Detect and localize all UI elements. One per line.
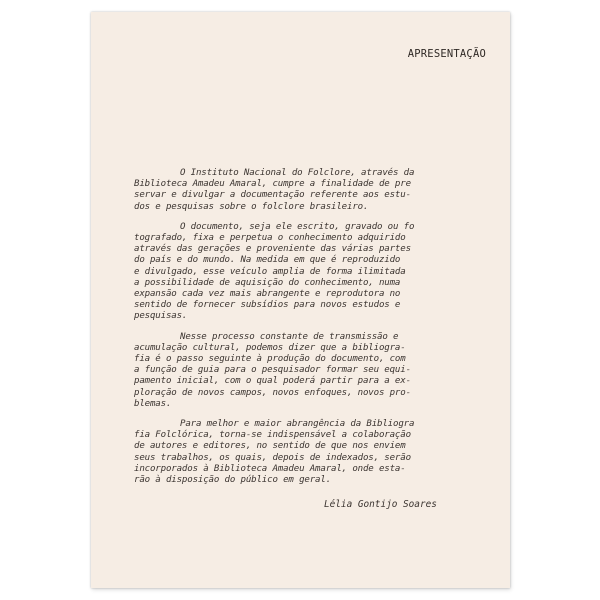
text-line: através das gerações e proveniente das várias partes xyxy=(134,244,411,255)
text-line: a função de guia para o pesquisador formar seu equi- xyxy=(134,365,411,376)
text-line: fia Folclórica, torna-se indispensável a colaboração xyxy=(134,430,411,441)
text-line: incorporados à Biblioteca Amadeu Amaral, onde esta- xyxy=(134,463,406,474)
text-line: fia é o passo seguinte à produção do documento, com xyxy=(134,354,406,365)
text-line: sentido de fornecer subsídios para novos estudos e xyxy=(134,300,401,311)
text-line: seus trabalhos, os quais, depois de indexados, serão xyxy=(134,452,411,463)
text-line: e divulgado, esse veículo amplia de forma ilimitada xyxy=(134,266,406,277)
paragraph-1 xyxy=(134,168,494,213)
author-signature: Lélia Gontijo Soares xyxy=(324,499,437,510)
text-line: do país e do mundo. Na medida em que é reproduzido xyxy=(134,255,401,266)
paragraph-3 xyxy=(134,332,494,410)
text-line: de autores e editores, no sentido de que nos enviem xyxy=(134,441,406,452)
text-line: a possibilidade de aquisição do conhecimento, numa xyxy=(134,277,401,288)
text-line: rão à disposição do público em geral. xyxy=(134,475,332,486)
text-line: dos e pesquisas sobre o folclore brasileiro. xyxy=(134,201,369,212)
text-line: Para melhor e maior abrangência da Bibliogra xyxy=(180,419,415,430)
paragraph-4 xyxy=(134,419,494,486)
text-line: ploração de novos campos, novos enfoques, novos pro- xyxy=(134,387,411,398)
text-line: O documento, seja ele escrito, gravado ou fo xyxy=(180,221,415,232)
text-line: Biblioteca Amadeu Amaral, cumpre a finalidade de pre xyxy=(134,179,411,190)
page-title: APRESENTAÇÃO xyxy=(407,48,486,60)
text-line: servar e divulgar a documentação referente aos estu- xyxy=(134,190,411,201)
text-line: expansão cada vez mais abrangente e reprodutora no xyxy=(134,289,401,300)
text-line: pamento inicial, com o qual poderá partir para a ex- xyxy=(134,376,411,387)
text-line: blemas. xyxy=(134,398,172,409)
text-line: pesquisas. xyxy=(134,311,188,322)
document-page xyxy=(91,12,510,588)
paragraph-2 xyxy=(134,222,494,323)
text-line: Nesse processo constante de transmissão e xyxy=(180,331,399,342)
text-line: tografado, fixa e perpetua o conhecimento adquirido xyxy=(134,233,406,244)
document-body xyxy=(134,168,494,495)
text-line: acumulação cultural, podemos dizer que a bibliogra- xyxy=(134,342,406,353)
text-line: O Instituto Nacional do Folclore, através da xyxy=(180,168,415,178)
